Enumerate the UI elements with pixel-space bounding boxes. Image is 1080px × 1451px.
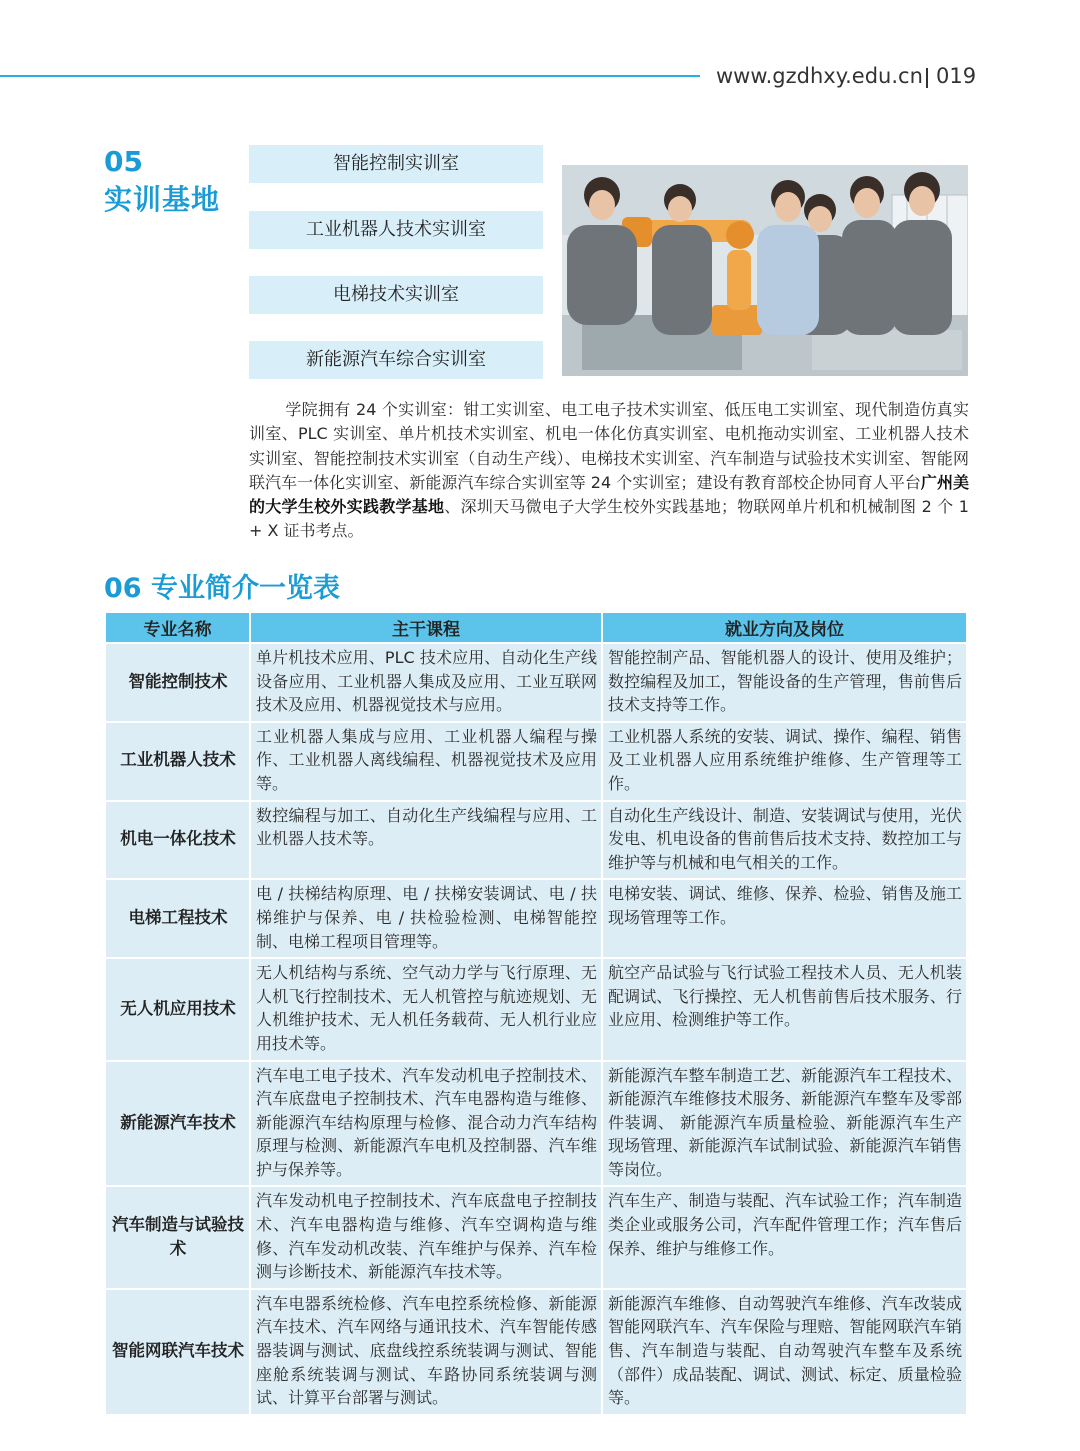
major-courses: 工业机器人集成与应用、工业机器人编程与操作、工业机器人离线编程、机器视觉技术及应用等。	[250, 722, 602, 801]
major-name: 无人机应用技术	[105, 958, 250, 1060]
major-courses: 汽车发动机电子控制技术、汽车底盘电子控制技术、汽车电器构造与维修、汽车空调构造与维修、汽车发动机改装、汽车维护与保养、汽车检测与诊断技术、新能源汽车技术等。	[250, 1186, 602, 1288]
website-url[interactable]: www.gzdhxy.edu.cn	[716, 64, 923, 88]
description-highlight: 广州美的大学生校外实践教学基地	[249, 472, 969, 517]
table-row	[105, 643, 967, 722]
major-courses: 单片机技术应用、PLC 技术应用、自动化生产线设备应用、工业机器人集成及应用、工业互联网技术及应用、机器视觉技术与应用。	[250, 643, 602, 722]
major-table	[104, 611, 968, 1416]
major-jobs: 汽车生产、制造与装配、汽车试验工作；汽车制造类企业或服务公司，汽车配件管理工作；汽车售后保养、维护与维修工作。	[602, 1186, 967, 1288]
page-number: 019	[936, 64, 977, 88]
lab-label: 电梯技术实训室	[249, 276, 543, 314]
lab-label: 智能控制实训室	[249, 145, 543, 183]
table-row	[105, 1061, 967, 1187]
major-name: 电梯工程技术	[105, 879, 250, 958]
table-row	[105, 722, 967, 801]
header-jobs: 就业方向及岗位	[602, 612, 967, 643]
table-row	[105, 1186, 967, 1288]
major-courses: 汽车电器系统检修、汽车电控系统检修、新能源汽车技术、汽车网络与通讯技术、汽车智能传感器装调与测试、底盘线控系统装调与测试、智能座舱系统装调与测试、车路协同系统装调与测试、计算平台部署与测试。	[250, 1289, 602, 1415]
table-row	[105, 1289, 967, 1415]
table-row	[105, 958, 967, 1060]
major-jobs: 智能控制产品、智能机器人的设计、使用及维护；数控编程及加工，智能设备的生产管理，售前售后技术支持等工作。	[602, 643, 967, 722]
major-jobs: 电梯安装、调试、维修、保养、检验、销售及施工现场管理等工作。	[602, 879, 967, 958]
header-courses: 主干课程	[250, 612, 602, 643]
major-jobs: 工业机器人系统的安装、调试、操作、编程、销售及工业机器人应用系统维护维修、生产管理等工作。	[602, 722, 967, 801]
section-05-number: 05	[104, 145, 143, 178]
section-05-title: 实训基地	[104, 183, 221, 216]
lab-label: 工业机器人技术实训室	[249, 211, 543, 249]
major-courses: 汽车电工电子技术、汽车发动机电子控制技术、汽车底盘电子控制技术、汽车电器构造与维修、新能源汽车结构原理与检修、混合动力汽车结构原理与检测、新能源汽车电机及控制器、汽车维护与保养等。	[250, 1061, 602, 1187]
major-name: 新能源汽车技术	[105, 1061, 250, 1187]
description-text: 学院拥有 24 个实训室：钳工实训室、电工电子技术实训室、低压电工实训室、现代制造仿真实训室、PLC 实训室、单片机技术实训室、机电一体化仿真实训室、电机拖动实训室、工业机器人技术实训室、智能控制技术实训室（自动生产线）、电梯技术实训室、汽车制造与试验技术实训室、智能网联汽车一体化实训室、新能源汽车综合实训室等 24 个实训室；建设有教育部校企协同育人平台	[249, 400, 969, 492]
header-name: 专业名称	[105, 612, 250, 643]
major-courses: 无人机结构与系统、空气动力学与飞行原理、无人机飞行控制技术、无人机管控与航迹规划、无人机维护技术、无人机任务载荷、无人机行业应用技术等。	[250, 958, 602, 1060]
major-name: 机电一体化技术	[105, 801, 250, 880]
section-06-title: 06 专业简介一览表	[104, 573, 340, 604]
major-name: 汽车制造与试验技术	[105, 1186, 250, 1288]
header-separator	[926, 68, 928, 88]
training-lab-photo	[562, 165, 968, 376]
table-header-row	[105, 612, 967, 643]
major-jobs: 新能源汽车维修、自动驾驶汽车维修、汽车改装成智能网联汽车、汽车保险与理赔、智能网联汽车销售、汽车制造与装配、自动驾驶汽车整车及系统（部件）成品装配、调试、测试、标定、质量检验等。	[602, 1289, 967, 1415]
major-jobs: 自动化生产线设计、制造、安装调试与使用，光伏发电、机电设备的售前售后技术支持、数控加工与维护等与机械和电气相关的工作。	[602, 801, 967, 880]
table-row	[105, 879, 967, 958]
header-rule	[0, 75, 700, 77]
training-base-description	[249, 398, 969, 544]
major-name: 智能控制技术	[105, 643, 250, 722]
major-jobs: 新能源汽车整车制造工艺、新能源汽车工程技术、新能源汽车维修技术服务、新能源汽车整车及零部件装调、 新能源汽车质量检验、新能源汽车生产现场管理、新能源汽车试制试验、新能源汽车销售等岗位。	[602, 1061, 967, 1187]
table-row	[105, 801, 967, 880]
major-courses: 数控编程与加工、自动化生产线编程与应用、工业机器人技术等。	[250, 801, 602, 880]
major-jobs: 航空产品试验与飞行试验工程技术人员、无人机装配调试、飞行操控、无人机售前售后技术服务、行业应用、检测维护等工作。	[602, 958, 967, 1060]
description-text-end: 、深圳天马微电子大学生校外实践基地；物联网单片机和机械制图 2 个 1 + X 证书考点。	[249, 497, 969, 541]
major-courses: 电 / 扶梯结构原理、电 / 扶梯安装调试、电 / 扶梯维护与保养、电 / 扶检验检测、电梯智能控制、电梯工程项目管理等。	[250, 879, 602, 958]
lab-label: 新能源汽车综合实训室	[249, 341, 543, 379]
major-name: 工业机器人技术	[105, 722, 250, 801]
major-name: 智能网联汽车技术	[105, 1289, 250, 1415]
